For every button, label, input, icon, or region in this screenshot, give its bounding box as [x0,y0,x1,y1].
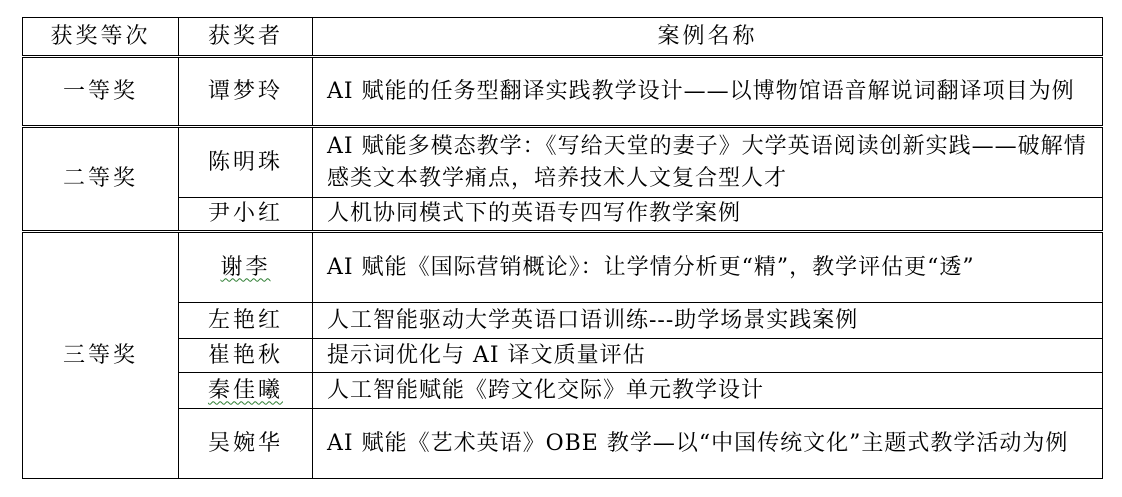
table-row [23,198,1103,232]
case-cell: AI 赋能《国际营销概论》：让学情分析更“精”，教学评估更“透” [313,232,1103,303]
rank-cell: 二等奖 [23,127,179,232]
table-row [23,57,1103,127]
winner-cell [179,232,313,303]
case-cell: 人机协同模式下的英语专四写作教学案例 [313,198,1103,232]
case-cell: 提示词优化与 AI 译文质量评估 [313,339,1103,373]
table-row [23,127,1103,198]
winner-cell [179,373,313,409]
case-cell: AI 赋能多模态教学：《写给天堂的妻子》大学英语阅读创新实践——破解情感类文本教学痛点，培养技术人文复合型人才 [313,127,1103,198]
winner-cell: 陈明珠 [179,127,313,198]
case-cell: AI 赋能《艺术英语》OBE 教学—以“中国传统文化”主题式教学活动为例 [313,409,1103,479]
winner-cell: 吴婉华 [179,409,313,479]
winner-name: 谢李 [220,254,271,280]
winner-cell: 崔艳秋 [179,339,313,373]
header-rank: 获奖等次 [23,18,179,57]
table-row [23,303,1103,339]
header-winner: 获奖者 [179,18,313,57]
header-case: 案例名称 [313,18,1103,57]
table-row [23,339,1103,373]
winner-cell: 谭梦玲 [179,57,313,127]
table-row [23,409,1103,479]
rank-cell: 一等奖 [23,57,179,127]
case-cell: AI 赋能的任务型翻译实践教学设计——以博物馆语音解说词翻译项目为例 [313,57,1103,127]
rank-cell: 三等奖 [23,232,179,479]
case-cell: 人工智能驱动大学英语口语训练---助学场景实践案例 [313,303,1103,339]
case-cell: 人工智能赋能《跨文化交际》单元教学设计 [313,373,1103,409]
table-row [23,232,1103,303]
winner-cell: 左艳红 [179,303,313,339]
table-row [23,373,1103,409]
winner-cell: 尹小红 [179,198,313,232]
table-header-row [23,18,1103,57]
awards-table [22,17,1103,479]
winner-name: 秦佳曦 [207,377,283,403]
